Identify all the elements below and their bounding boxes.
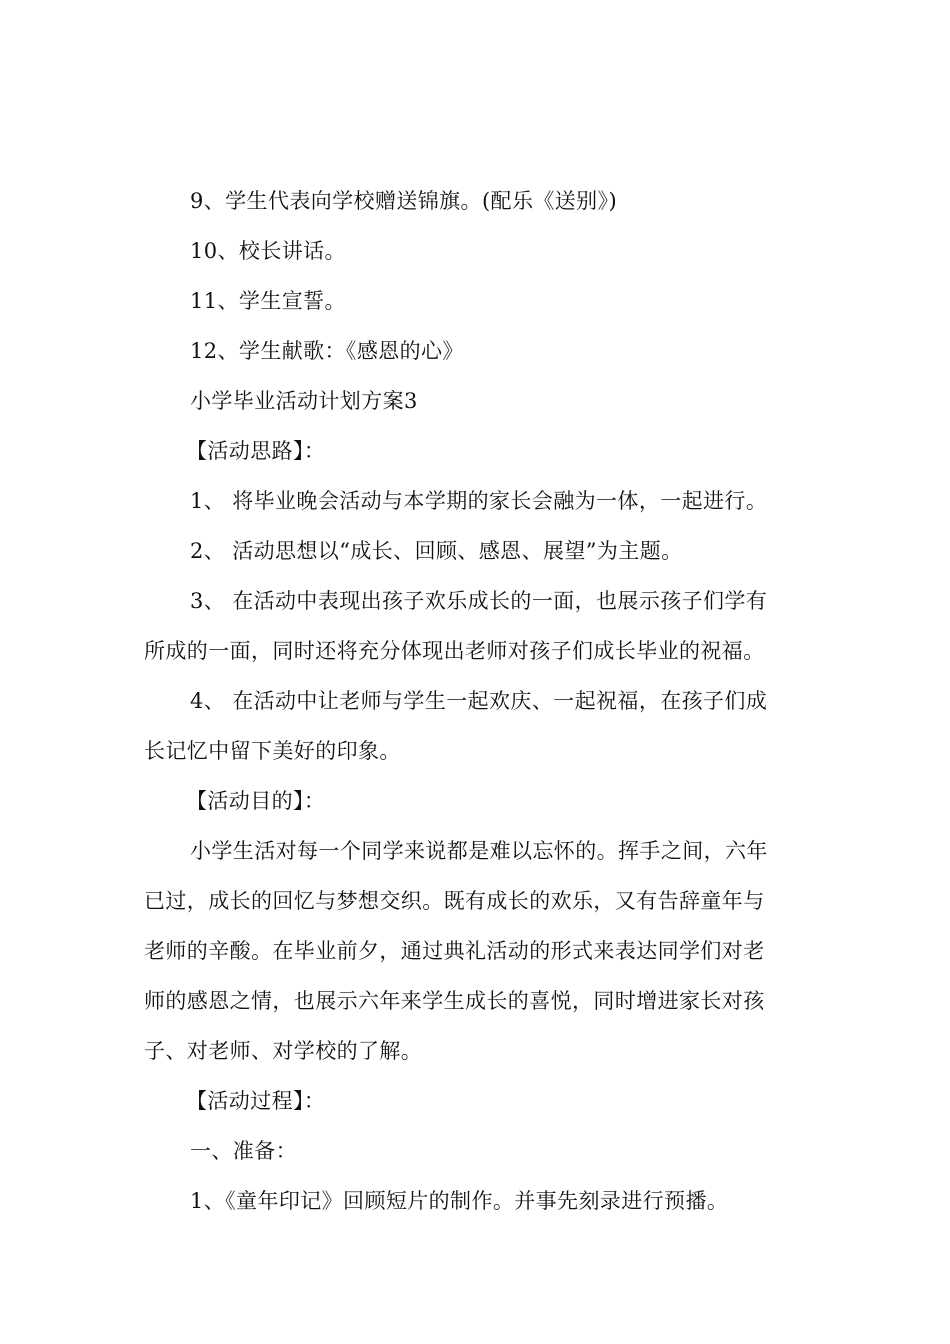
program-item-9: 9、学生代表向学校赠送锦旗。(配乐《送别》) — [190, 189, 618, 213]
idea-item-4-continued: 长记忆中留下美好的印象。 — [144, 739, 401, 763]
purpose-paragraph-line-5: 子、对老师、对学校的了解。 — [144, 1039, 423, 1063]
idea-item-1: 1、 将毕业晚会活动与本学期的家长会融为一体，一起进行。 — [190, 489, 768, 513]
idea-item-4: 4、 在活动中让老师与学生一起欢庆、一起祝福，在孩子们成 — [190, 689, 768, 713]
purpose-paragraph-line-4: 师的感恩之情，也展示六年来学生成长的喜悦，同时增进家长对孩 — [144, 989, 765, 1013]
purpose-paragraph-line-1: 小学生活对每一个同学来说都是难以忘怀的。挥手之间，六年 — [190, 839, 768, 863]
purpose-paragraph-line-2: 已过，成长的回忆与梦想交织。既有成长的欢乐，又有告辞童年与 — [144, 889, 765, 913]
idea-item-2: 2、 活动思想以“成长、回顾、感恩、展望”为主题。 — [190, 539, 683, 563]
preparation-item-1: 1、《童年印记》回顾短片的制作。并事先刻录进行预播。 — [190, 1189, 729, 1213]
heading-activity-process: 【活动过程】： — [186, 1089, 326, 1113]
process-step-preparation: 一、准备： — [190, 1139, 297, 1163]
section-title: 小学毕业活动计划方案3 — [190, 389, 418, 413]
idea-item-3-continued: 所成的一面，同时还将充分体现出老师对孩子们成长毕业的祝福。 — [144, 639, 765, 663]
heading-activity-purpose: 【活动目的】： — [186, 789, 326, 813]
heading-activity-ideas: 【活动思路】： — [186, 439, 326, 463]
program-item-12: 12、学生献歌：《感恩的心》 — [190, 339, 464, 363]
purpose-paragraph-line-3: 老师的辛酸。在毕业前夕，通过典礼活动的形式来表达同学们对老 — [144, 939, 765, 963]
program-item-11: 11、学生宣誓。 — [190, 289, 346, 313]
program-item-10: 10、校长讲话。 — [190, 239, 346, 263]
idea-item-3: 3、 在活动中表现出孩子欢乐成长的一面，也展示孩子们学有 — [190, 589, 768, 613]
